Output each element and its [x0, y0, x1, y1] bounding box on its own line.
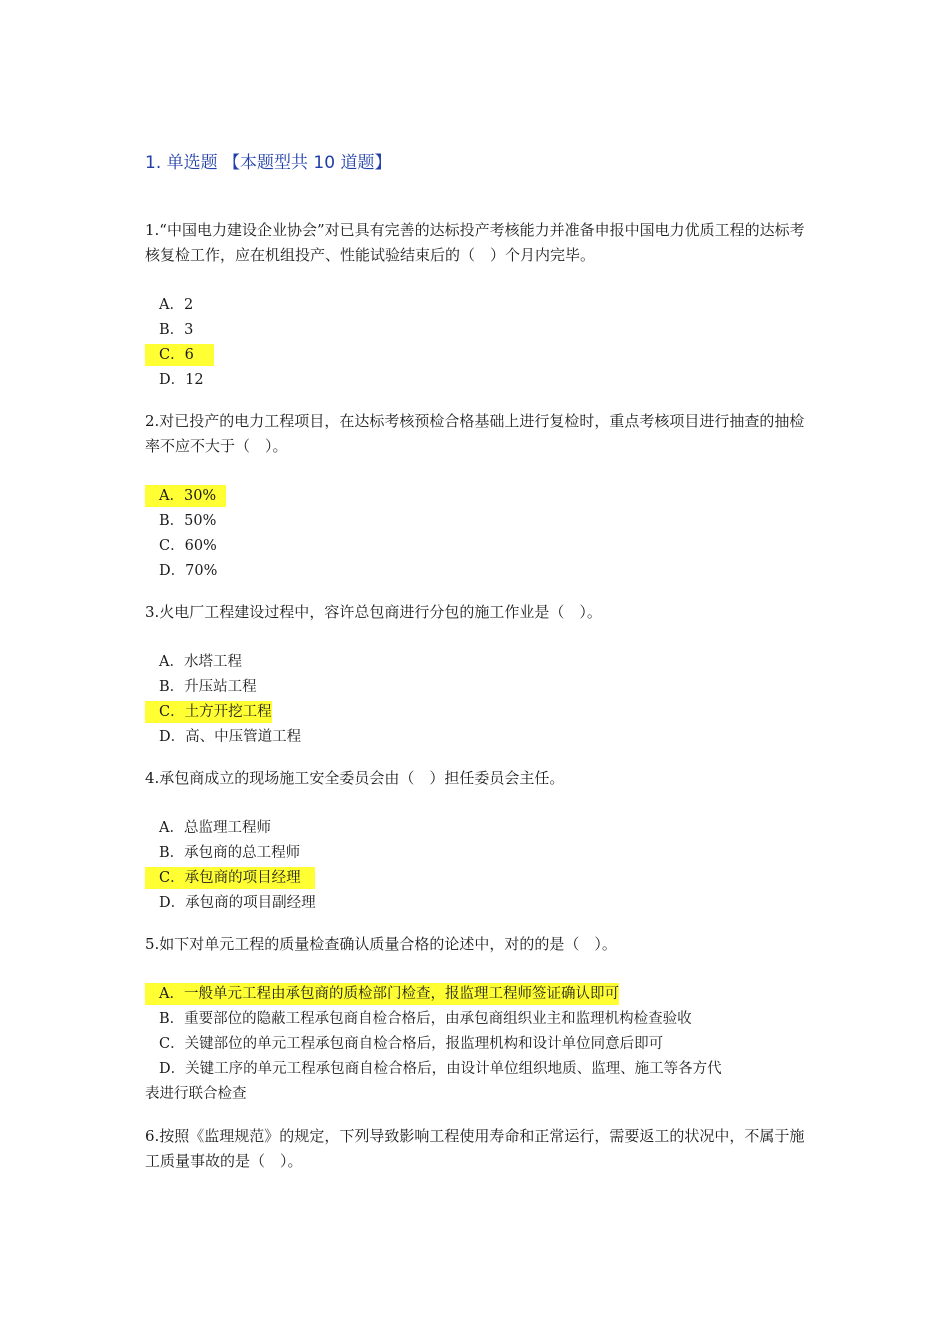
question-1-option-b: B．3: [159, 322, 194, 338]
question-5-option-b: B．重要部位的隐蔽工程承包商自检合格后，由承包商组织业主和监理机构检查验收: [159, 1011, 692, 1027]
question-5-option-a-answer: A．一般单元工程由承包商的质检部门检查，报监理工程师签证确认即可: [145, 983, 619, 1005]
question-5-option-d: D．关键工序的单元工程承包商自检合格后，由设计单位组织地质、监理、施工等各方代: [159, 1061, 722, 1077]
question-2-option-c: C．60%: [159, 538, 217, 554]
question-3-text: 3.火电厂工程建设过程中，容许总包商进行分包的施工作业是（ ）。: [145, 603, 602, 621]
question-3-option-c-answer: C．土方开挖工程: [145, 701, 272, 723]
question-4-option-b: B．承包商的总工程师: [159, 845, 301, 861]
question-3-option-a: A．水塔工程: [159, 654, 242, 670]
question-1-option-a: A．2: [159, 297, 194, 313]
question-1-option-c-answer: C．6: [145, 344, 214, 366]
question-2-option-d: D．70%: [159, 563, 218, 579]
question-6-text: 6.按照《监理规范》的规定，下列导致影响工程使用寿命和正常运行，需要返工的状况中，不属于施工质量事故的是（ ）。: [145, 1127, 805, 1170]
question-4-option-c-answer: C．承包商的项目经理: [145, 867, 315, 889]
question-3-option-d: D．高、中压管道工程: [159, 729, 302, 745]
question-4-text: 4.承包商成立的现场施工安全委员会由（ ）担任委员会主任。: [145, 769, 565, 787]
question-2-option-b: B．50%: [159, 513, 217, 529]
question-5-option-d-continued: 表进行联合检查: [145, 1086, 247, 1102]
question-4-option-d: D．承包商的项目副经理: [159, 895, 316, 911]
question-1-option-d: D．12: [159, 372, 204, 388]
section-title: 1. 单选题 【本题型共 10 道题】: [145, 153, 392, 173]
question-1-text: 1.“中国电力建设企业协会”对已具有完善的达标投产考核能力并准备申报中国电力优质工程的达标考核复检工作，应在机组投产、性能试验结束后的（ ）个月内完毕。: [145, 221, 805, 264]
question-4-option-a: A．总监理工程师: [159, 820, 271, 836]
question-5-option-c: C．关键部位的单元工程承包商自检合格后，报监理机构和设计单位同意后即可: [159, 1036, 664, 1052]
question-2-option-a-answer: A．30%: [145, 485, 226, 507]
question-2-text: 2.对已投产的电力工程项目，在达标考核预检合格基础上进行复检时，重点考核项目进行抽查的抽检率不应不大于（ ）。: [145, 412, 805, 455]
question-5-text: 5.如下对单元工程的质量检查确认质量合格的论述中，对的的是（ ）。: [145, 935, 617, 953]
question-3-option-b: B．升压站工程: [159, 679, 257, 695]
